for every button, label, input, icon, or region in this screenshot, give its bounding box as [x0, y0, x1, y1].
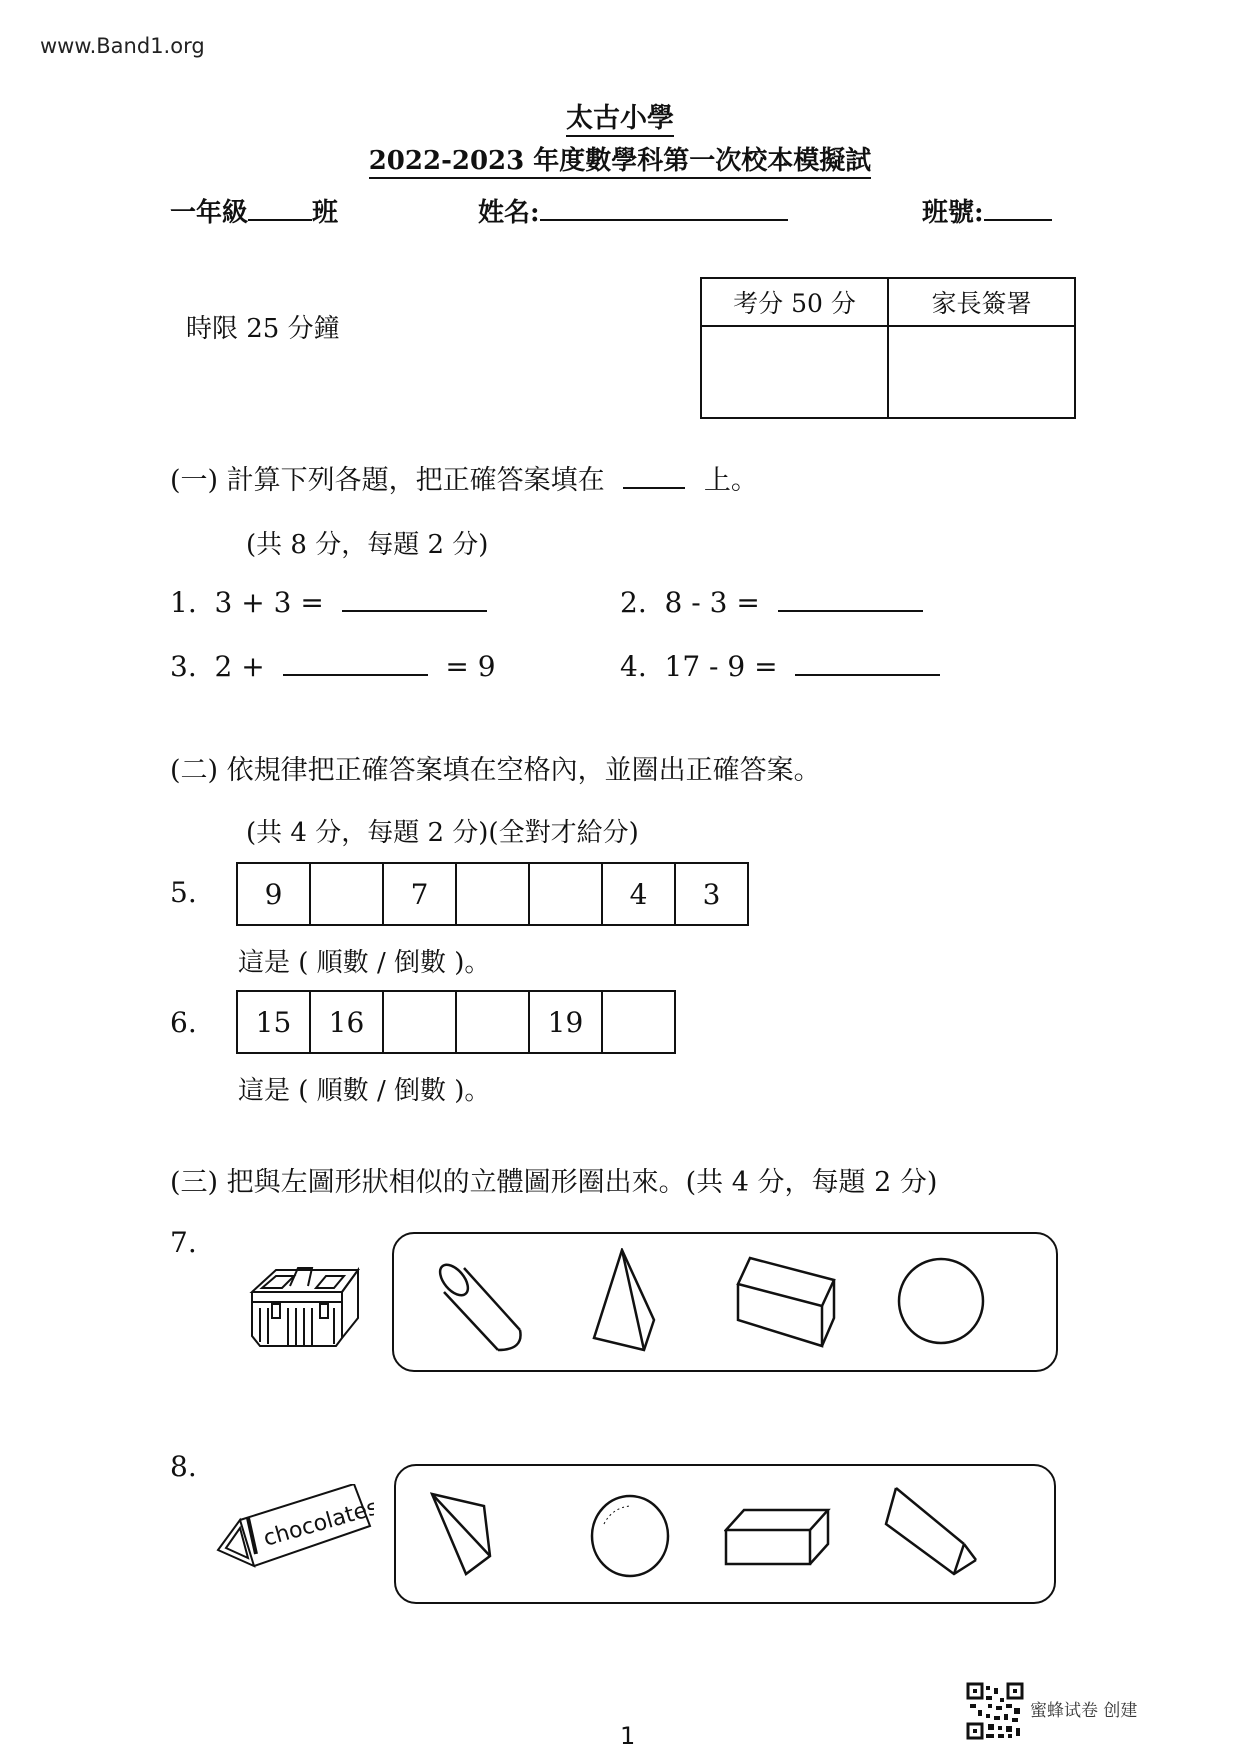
time-limit: 時限 25 分鐘 — [186, 314, 340, 344]
example-blank — [623, 467, 685, 489]
question-8-number: 8. — [170, 1450, 197, 1483]
sequence-cell: 19 — [529, 991, 602, 1053]
triangular-prism-option[interactable] — [884, 1486, 1008, 1582]
chocolate-label: chocolates — [260, 1495, 374, 1552]
sequence-cell-blank[interactable] — [383, 991, 456, 1053]
class-number-blank[interactable] — [984, 199, 1052, 221]
section1-title: (一) 計算下列各題，把正確答案填在 上。 — [170, 465, 758, 496]
order-choice-5[interactable]: 這是 ( 順數 / 倒數 )。 — [238, 948, 491, 978]
exam-title: 2022-2023 年度數學科第一次校本模擬試 — [0, 140, 1240, 177]
class-number-field: 班號: — [922, 192, 1052, 229]
answer-blank-2[interactable] — [778, 586, 923, 612]
question-5-number: 5. — [170, 876, 197, 909]
sequence-cell-blank[interactable] — [456, 991, 529, 1053]
sequence-cell: 7 — [383, 863, 456, 925]
class-blank[interactable] — [248, 199, 312, 221]
sequence-cell: 3 — [675, 863, 748, 925]
sequence-cell-blank[interactable] — [310, 863, 383, 925]
order-choice-6[interactable]: 這是 ( 順數 / 倒數 )。 — [238, 1076, 491, 1106]
sequence-cell-blank[interactable] — [529, 863, 602, 925]
score-table — [700, 277, 1076, 419]
sequence-boxes-5 — [236, 862, 749, 926]
answer-blank-1[interactable] — [342, 586, 487, 612]
sequence-cell: 9 — [237, 863, 310, 925]
score-header: 考分 50 分 — [701, 278, 888, 326]
section2-points: (共 4 分，每題 2 分)(全對才給分) — [246, 818, 639, 848]
sphere-option[interactable] — [896, 1256, 986, 1350]
sphere-option-8[interactable] — [590, 1494, 670, 1582]
chocolate-bar-icon — [214, 1484, 374, 1574]
sequence-cell: 15 — [237, 991, 310, 1053]
sequence-cell-blank[interactable] — [456, 863, 529, 925]
answer-blank-3[interactable] — [283, 650, 428, 676]
page-number: 1 — [620, 1722, 636, 1750]
section2-title: (二) 依規律把正確答案填在空格內，並圈出正確答案。 — [170, 755, 821, 786]
sequence-cell: 4 — [602, 863, 675, 925]
cuboid-option-8[interactable] — [724, 1508, 834, 1576]
sequence-boxes-6 — [236, 990, 676, 1054]
toolbox-icon — [246, 1262, 366, 1354]
watermark: www.Band1.org — [40, 34, 205, 58]
sequence-cell: 16 — [310, 991, 383, 1053]
grade-class-field: 一年級 班 — [170, 198, 339, 228]
pyramid-option[interactable] — [590, 1248, 660, 1362]
section1-points: (共 8 分，每題 2 分) — [246, 530, 489, 560]
question-2: 2. 8 - 3 = — [620, 586, 923, 619]
question-4: 4. 17 - 9 = — [620, 650, 940, 683]
school-name: 太古小學 — [0, 96, 1240, 135]
qr-code-icon — [966, 1682, 1024, 1740]
parent-signature-header: 家長簽署 — [888, 278, 1075, 326]
name-field: 姓名: — [478, 192, 788, 229]
section3-title: (三) 把與左圖形狀相似的立體圖形圈出來。(共 4 分，每題 2 分) — [170, 1167, 938, 1198]
sequence-cell-blank[interactable] — [602, 991, 675, 1053]
score-cell[interactable] — [701, 326, 888, 418]
name-blank[interactable] — [540, 199, 788, 221]
creator-credit: 蜜蜂试卷 创建 — [1030, 1701, 1138, 1721]
parent-signature-cell[interactable] — [888, 326, 1075, 418]
question-7-number: 7. — [170, 1226, 197, 1259]
question-6-number: 6. — [170, 1006, 197, 1039]
triangular-pyramid-option[interactable] — [430, 1492, 520, 1586]
cuboid-option[interactable] — [730, 1256, 840, 1356]
question-3: 3. 2 + = 9 — [170, 650, 496, 683]
answer-blank-4[interactable] — [795, 650, 940, 676]
question-1: 1. 3 + 3 = — [170, 586, 487, 619]
cylinder-option[interactable] — [436, 1258, 536, 1362]
